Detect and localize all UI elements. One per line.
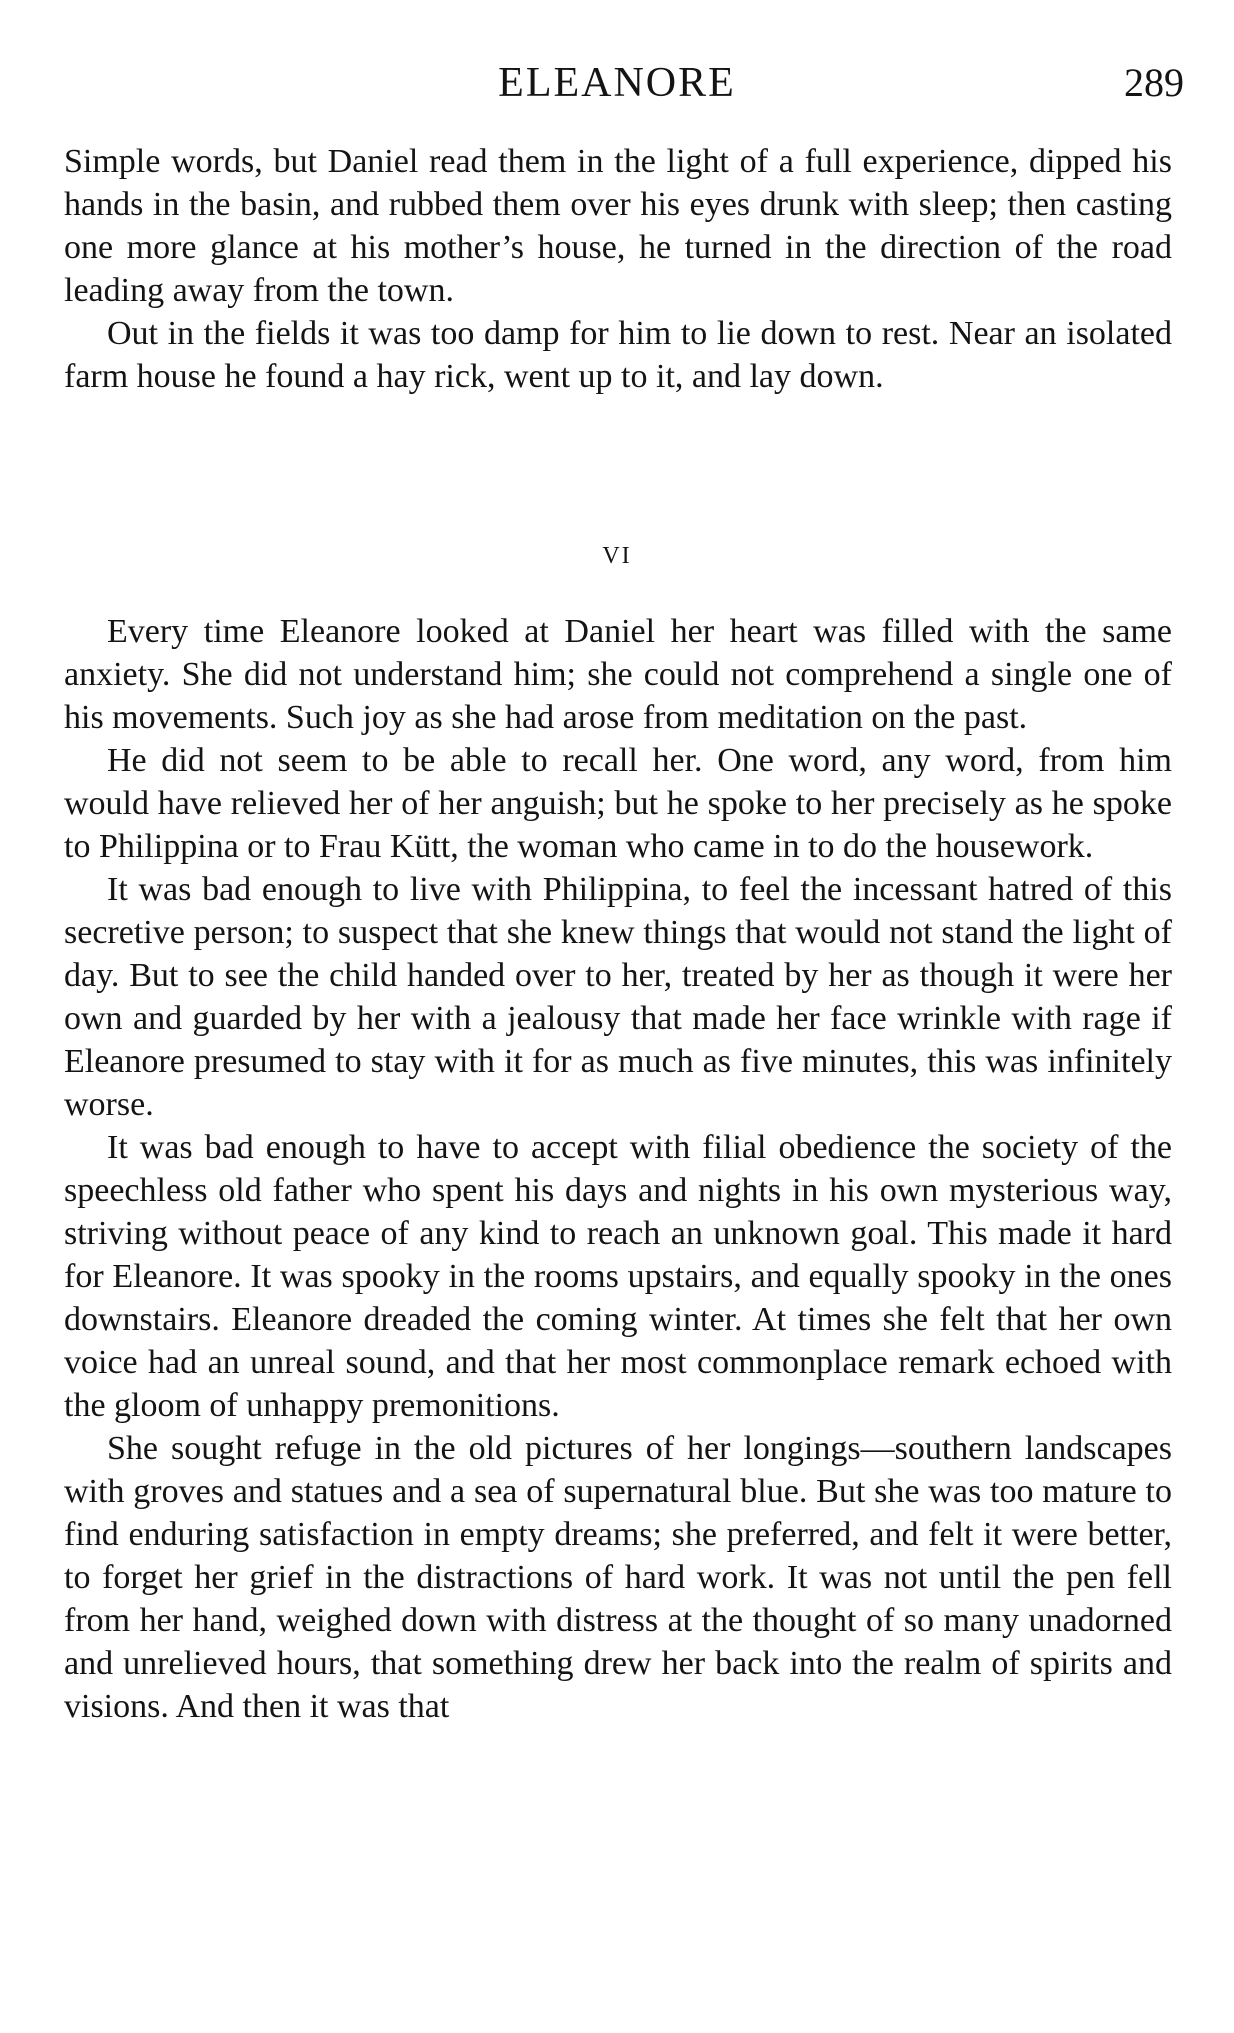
text-block-before-section xyxy=(64,140,1172,398)
paragraph: It was bad enough to have to accept with filial obedience the society of the speechless old father who spent his days and nights in his own mysterious way, striving without peace of any kind to reach an unknown goal. This made it hard for Eleanore. It was spooky in the rooms upstairs, and equally spooky in the ones downstairs. Eleanore dreaded the coming winter. At times she felt that her own voice had an unreal sound, and that her most commonplace remark echoed with the gloom of unhappy premonitions. xyxy=(64,1129,1172,1424)
paragraph: She sought refuge in the old pictures of her longings—southern landscapes with groves and statues and a sea of supernatural blue. But she was too mature to find enduring satisfaction in empty dreams; she preferred, and felt it were better, to forget her grief in the distractions of hard work. It was not until the pen fell from her hand, weighed down with distress at the thought of so many unadorned and unrelieved hours, that something drew her back into the realm of spirits and visions. And then it was that xyxy=(64,1430,1172,1725)
running-head xyxy=(0,58,1234,108)
paragraph: It was bad enough to live with Philippina, to feel the incessant hatred of this secretive person; to suspect that she knew things that would not stand the light of day. But to see the child handed over to her, treated by her as though it were her own and guarded by her with a jealousy that made her face wrinkle with rage if Eleanore presumed to stay with it for as much as five minutes, this was infinitely worse. xyxy=(64,871,1172,1123)
paragraph: Out in the fields it was too damp for him to lie down to rest. Near an isolated farm house he found a hay rick, went up to it, and lay down. xyxy=(64,315,1172,395)
paragraph: He did not seem to be able to recall her. One word, any word, from him would have relieved her of her anguish; but he spoke to her precisely as he spoke to Philippina or to Frau Kütt, the woman who came in to do the housework. xyxy=(64,742,1172,865)
section-heading: VI xyxy=(602,543,632,569)
running-title: ELEANORE xyxy=(498,60,736,106)
paragraph: Simple words, but Daniel read them in the light of a full experience, dipped his hands in the basin, and rubbed them over his eyes drunk with sleep; then casting one more glance at his mother’s house, he turned in the direction of the road leading away from the town. xyxy=(64,143,1172,309)
text-block-section-vi xyxy=(64,610,1172,1728)
page-number: 289 xyxy=(1124,60,1184,105)
paragraph: Every time Eleanore looked at Daniel her heart was filled with the same anxiety. She did not understand him; she could not comprehend a single one of his movements. Such joy as she had arose from meditation on the past. xyxy=(64,613,1172,736)
